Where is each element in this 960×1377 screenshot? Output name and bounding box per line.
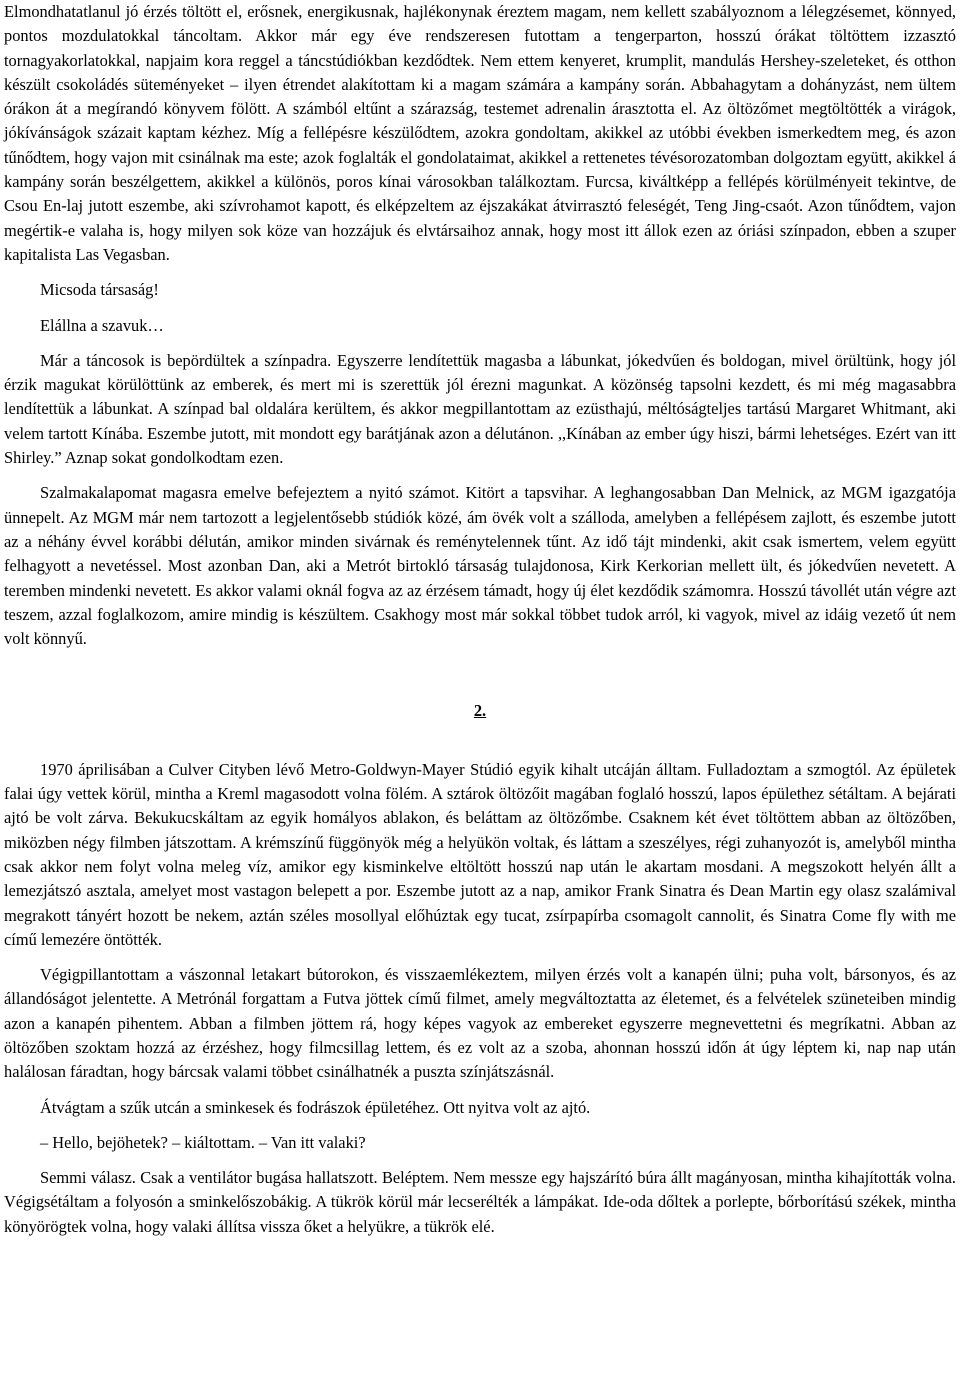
paragraph-sofa: Végigpillantottam a vászonnal letakart bútorokon, és visszaemlékeztem, milyen érzés volt a kanapén ülni; puha volt, bársonyos, és az állandóságot jelentette. A Metrónál forgattam a Futva jöttek című filmet, amely megváltoztatta az életemet, és a felvételek szüneteiben mindig azon a kanapén pihentem. Abban a filmben jöttem rá, hogy képes vagyok az embereket egyszerre megnevettetni és megríkatni. Abban az öltözőben szoktam hozzá az érzéshez, hogy filmcsillag lettem, és ez volt az a szoba, ahonnan hosszú időn át úgy léptem ki, nap nap után halálosan fáradtan, hogy bárcsak valami többet csinálhatnék a puszta színjátszásnál.	[4, 965, 956, 1082]
chapter-heading: 2.	[473, 701, 487, 721]
paragraph-exclamation: Micsoda társaság!	[40, 280, 159, 300]
paragraph-straw-hat: Szalmakalapomat magasra emelve befejeztem a nyitó számot. Kitört a tapsvihar. A leghangosabban Dan Melnick, az MGM igazgatója ünnepelt. Az MGM már nem tartozott a legjelentősebb stúdiók közé, ám övék volt a szálloda, amelyben a fellépésem zajlott, és eszembe jutott az a néhány évvel korábbi délután, amikor minden sivárnak és reménytelennek tűnt. Az idő tájt mindenki, akit csak ismertem, velem együtt felhagyott a nevetéssel. Most azonban Dan, aki a Metrót birtokló társaság tulajdonosa, Kirk Kerkorian mellett ült, és jókedvűen nevetett. A teremben mindenki nevetett. Es akkor valami oknál fogva az az érzésem támadt, hogy új élet kezdődik számomra. Hosszú távollét után végre azt teszem, azzal foglalkozom, amire mindig is készültem. Csakhogy most már sokkal többet tudok arról, ki vagyok, mivel az idáig vezető út nem volt könnyű.	[4, 483, 956, 649]
document-page	[4, 0, 956, 1239]
paragraph-dialogue: – Hello, bejöhetek? – kiáltottam. – Van itt valaki?	[40, 1132, 366, 1152]
paragraph-makeup-building: Átvágtam a szűk utcán a sminkesek és fodrászok épületéhez. Ott nyitva volt az ajtó.	[40, 1097, 591, 1117]
paragraph-dancers: Már a táncosok is bepördültek a színpadra. Egyszerre lendítettük magasba a lábunkat, jókedvűen és boldogan, mivel örültünk, hogy jól érzik magukat körülöttünk az emberek, és mert mi is szerettük jól érezni magunkat. A közönség tapsolni kezdett, és mi még magasabbra lendítettük a lábunkat. A színpad bal oldalára kerültem, és akkor megpillantottam az ezüsthajú, méltóságteljes tartású Margaret Whitmant, aki velem tartott Kínába. Eszembe jutott, mit mondott egy barátjának azon a délutánon. ,,Kínában az ember úgy hiszi, bármi lehetséges. Ezért van itt Shirley.” Aznap sokat gondolkodtam ezen.	[4, 350, 956, 468]
paragraph-culver-city: 1970 áprilisában a Culver Cityben lévő Metro-Goldwyn-Mayer Stúdió egyik kihalt utcáján álltam. Fulladoztam a szmogtól. Az épületek falai úgy vettek körül, mintha a Kreml magasodott volna fölém. A sztárok öltözőit magában foglaló hosszú, lapos épülethez sétáltam. A bejárati ajtó be volt zárva. Bekukucskáltam az egyik homályos ablakon, és beláttam az öltözőmbe. Csaknem két évet töltöttem abban az öltözőben, miközben négy filmben játszottam. A krémszínű függönyök még a helyükön voltak, és láttam a szeszélyes, régi zuhanyozót is, amelyből mintha csak akkor nem folyt volna meleg víz, amikor egy kisminkelve eltöltött hosszú nap után le akartam mosdani. A megszokott helyén állt a lemezjátszó asztala, amelyet most vastagon belepett a por. Eszembe jutott az a nap, amikor Frank Sinatra és Dean Martin egy olasz szalámival megrakott tányért hozott be nekem, aztán széles mosollyal előhúztak egy tucat, zsírpapírba csomagolt cannolit, és Sinatra Come fly with me című lemezére öntötték.	[4, 759, 956, 949]
paragraph-speechless: Elállna a szavuk…	[40, 315, 164, 335]
paragraph-no-answer: Semmi válasz. Csak a ventilátor bugása hallatszott. Beléptem. Nem messze egy hajszárító búra állt magányosan, mintha kihajították volna. Végigsétáltam a folyosón a sminkelőszobákig. A tükrök körül már lecserélték a lámpákat. Ide-oda dőltek a porlepte, bőrborítású székek, mintha könyörögtek volna, hogy valaki állítsa vissza őket a helyükre, a tükrök elé.	[4, 1168, 956, 1236]
paragraph-opening: Elmondhatatlanul jó érzés töltött el, erősnek, energikusnak, hajlékonynak éreztem magam, nem kellett szabályoznom a lélegzésemet, könnyed, pontos mozdulatokkal táncoltam. Akkor már egy éve rendszeresen futottam a tengerparton, hosszú órákat töltöttem izzasztó tornagyakorlatokkal, napjaim kora reggel a táncstúdiókban kezdődtek. Nem ettem kenyeret, krumplit, mandulás Hershey-szeleteket, és otthon készült csokoládés süteményeket – ilyen étrendet alakítottam ki a magam számára a kampány során. Abbahagytam a dohányzást, nem ültem órákon át a megírandó könyvem fölött. A számból eltűnt a szárazság, testemet adrenalin árasztotta el. Az öltözőmet megtöltötték a virágok, jókívánságok százait kaptam kézhez. Míg a fellépésre készülődtem, azokra gondoltam, akikkel az utóbbi években ismerkedtem meg, és azon tűnődtem, hogy vajon mit csinálnak ma este; azok foglalták el gondolataimat, akikkel a rettenetes tévésorozatomban dolgoztam együtt, akikkel á kampány során beszélgettem, akikkel a különös, poros kínai városokban találkoztam. Furcsa, kiváltképp a fellépés körülményeit tekintve, de Csou En-laj jutott eszembe, aki szívrohamot kapott, és elképzeltem az éjszakákat átvirrasztó feleségét, Teng Jing-csaót. Azon tűnődtem, vajon megértik-e valaha is, hogy milyen sok köze van hozzájuk és elvtársaihoz annak, hogy most itt állok ezen az óriási színpadon, ebben a szuper kapitalista Las Vegasban.	[4, 2, 956, 264]
